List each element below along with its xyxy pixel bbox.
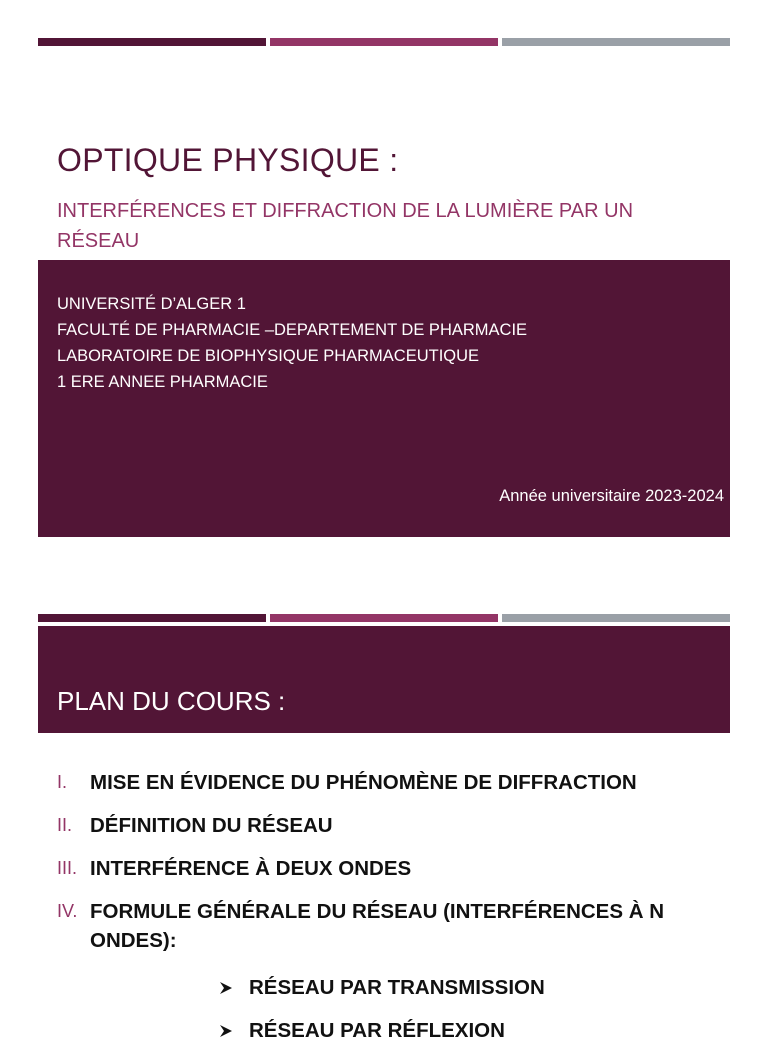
slide1-title: OPTIQUE PHYSIQUE : [57,142,399,178]
stripe-magenta [270,614,498,622]
outline-item-number: IV. [57,901,78,921]
arrow-bullet-icon [219,981,233,995]
slide1-top-stripes [38,38,730,46]
course-outline [57,768,717,1059]
outline-item-text: MISE EN ÉVIDENCE DU PHÉNOMÈNE DE DIFFRACTION [90,771,637,794]
stripe-dark [38,38,266,46]
outline-item-number: I. [57,772,68,792]
slide2-title-box [38,626,730,733]
stripe-magenta [270,38,498,46]
slide2-top-stripes [38,614,730,622]
slide1-info-box [38,260,730,537]
outline-item [57,768,717,797]
outline-item [57,854,717,883]
outline-item [57,897,717,955]
institution-lines [57,291,527,395]
outline-sub-item [219,973,717,1002]
outline-sub-item-text: RÉSEAU PAR RÉFLEXION [249,1019,505,1042]
outline-item [57,811,717,840]
stripe-dark [38,614,266,622]
info-line-university: UNIVERSITÉ D’ALGER 1 [57,295,246,313]
slide1-subtitle: INTERFÉRENCES ET DIFFRACTION DE LA LUMIÈRE PAR UN RÉSEAU [57,200,634,252]
outline-sub-item-text: RÉSEAU PAR TRANSMISSION [249,976,545,999]
outline-item-text: DÉFINITION DU RÉSEAU [90,814,333,837]
outline-item-number: III. [57,858,78,878]
info-line-faculty: FACULTÉ DE PHARMACIE –DEPARTEMENT DE PHARMACIE [57,321,528,339]
stripe-gray [502,38,730,46]
outline-item-text: INTERFÉRENCE À DEUX ONDES [90,857,412,880]
stripe-gray [502,614,730,622]
arrow-bullet-icon [219,1024,233,1038]
info-line-laboratory: LABORATOIRE DE BIOPHYSIQUE PHARMACEUTIQUE [57,347,480,365]
outline-item-number: II. [57,815,73,835]
outline-sub-item [219,1016,717,1045]
outline-item-text: FORMULE GÉNÉRALE DU RÉSEAU (INTERFÉRENCES À N ONDES): [90,900,665,952]
info-line-year-level: 1 ERE ANNEE PHARMACIE [57,373,268,391]
academic-year: Année universitaire 2023-2024 [499,487,724,505]
slide2-title: PLAN DU COURS : [57,686,286,716]
